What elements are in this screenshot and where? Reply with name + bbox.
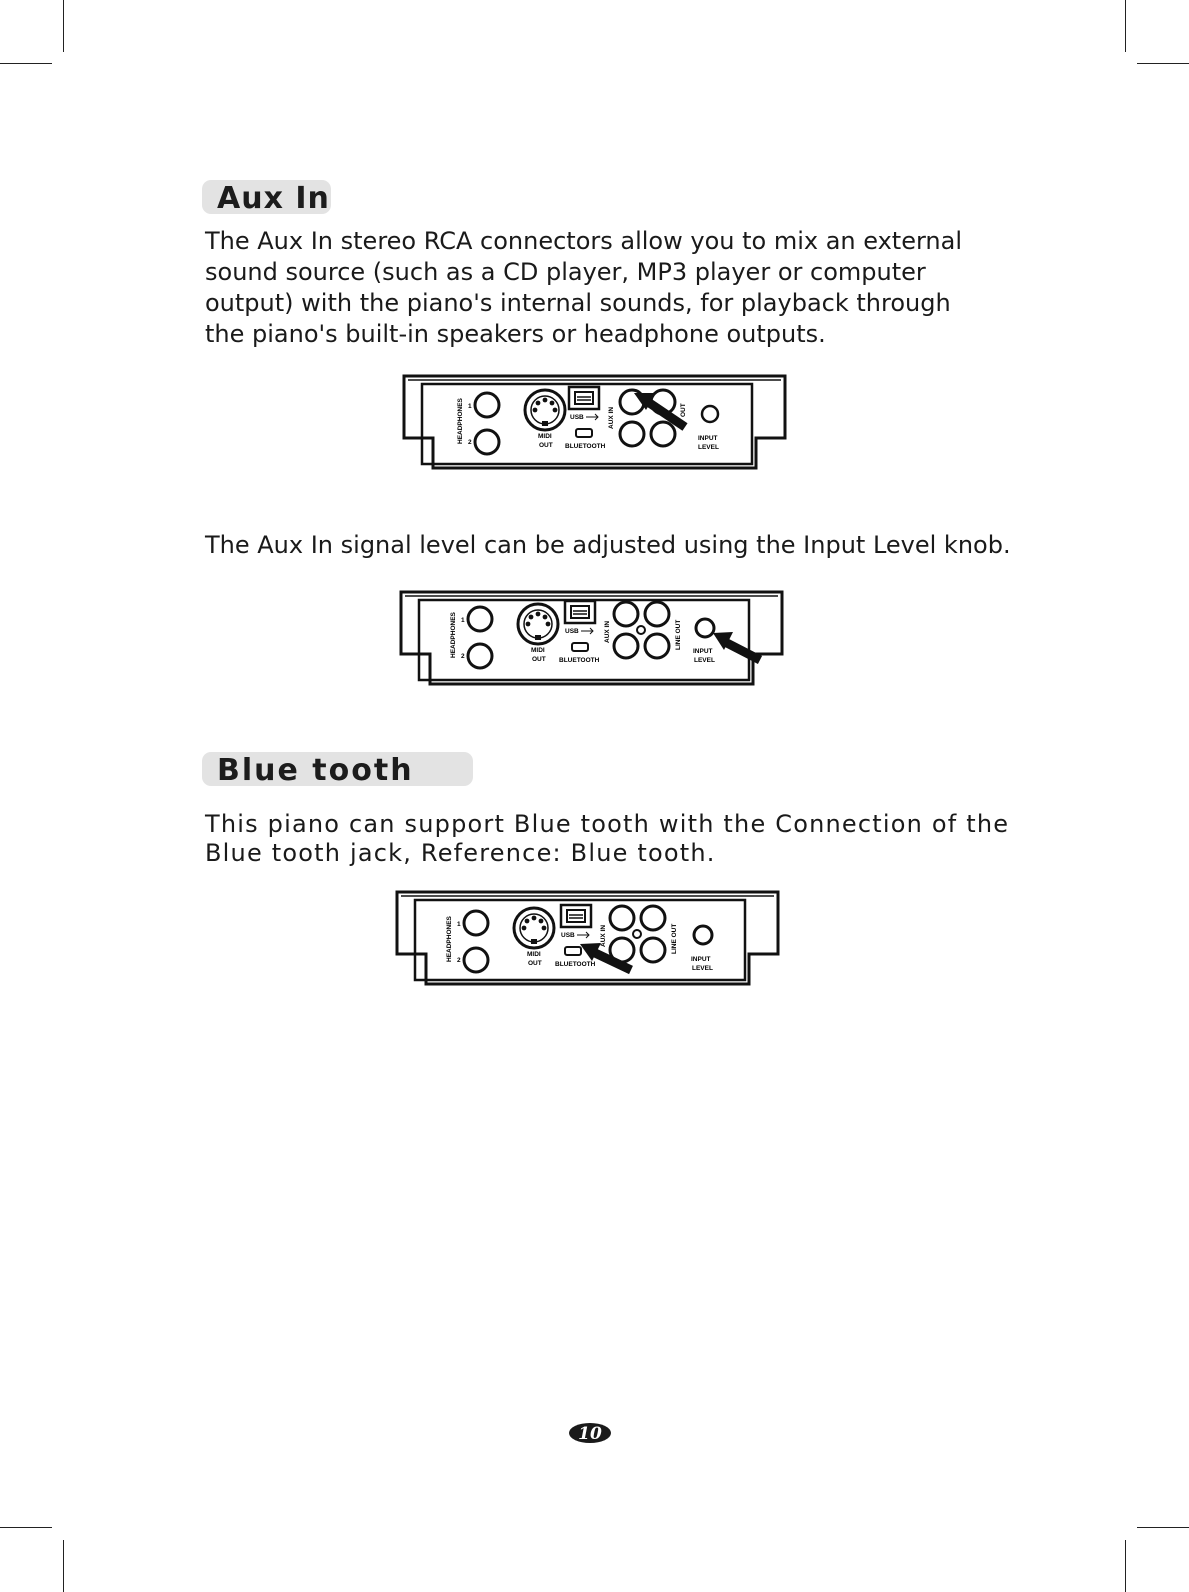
bluetooth-label: BLUETOOTH xyxy=(555,961,596,968)
aux-in-label: AUX IN xyxy=(604,620,611,643)
level-label: LEVEL xyxy=(698,444,719,451)
jack-2-label: 2 xyxy=(457,957,461,964)
crop-mark xyxy=(1125,1540,1126,1592)
headphone-jack-1 xyxy=(464,911,488,935)
bluetooth-label: BLUETOOTH xyxy=(559,657,600,664)
aux-in-label: AUX IN xyxy=(600,924,607,947)
jack-1-label: 1 xyxy=(468,403,472,410)
line-out-label: OUT xyxy=(680,403,687,417)
aux-in-jack-r xyxy=(614,634,638,658)
aux-in-jack-l xyxy=(610,906,634,930)
bluetooth-port xyxy=(576,429,592,437)
rear-panel-diagram-bluetooth xyxy=(393,888,783,990)
level-label: LEVEL xyxy=(692,965,713,972)
bluetooth-heading xyxy=(202,752,473,786)
headphone-jack-1 xyxy=(475,393,499,417)
headphone-jack-2 xyxy=(468,644,492,668)
aux-in-heading-text: Aux In xyxy=(217,181,330,216)
midi-out-label: OUT xyxy=(528,960,542,967)
input-level-knob xyxy=(694,926,712,944)
crop-mark xyxy=(1125,0,1126,52)
line-out-jack-l xyxy=(645,602,669,626)
line-out-label: LINE OUT xyxy=(675,619,682,650)
line-out-jack-r xyxy=(641,938,665,962)
bluetooth-label: BLUETOOTH xyxy=(565,443,606,450)
page-number: 10 xyxy=(578,1424,602,1444)
crop-mark xyxy=(1137,63,1189,64)
midi-out-label: OUT xyxy=(532,656,546,663)
midi-label: MIDI xyxy=(531,647,545,654)
rear-panel-diagram-input-level xyxy=(397,588,787,690)
line-out-jack-r xyxy=(645,634,669,658)
headphones-label: HEADPHONES xyxy=(446,916,453,962)
jack-1-label: 1 xyxy=(457,921,461,928)
midi-label: MIDI xyxy=(527,951,541,958)
input-level-knob xyxy=(696,619,714,637)
input-level-knob xyxy=(702,406,718,422)
center-indicator xyxy=(637,626,645,634)
rear-panel-diagram-aux-in xyxy=(400,372,790,474)
headphones-label: HEADPHONES xyxy=(450,612,457,658)
jack-2-label: 2 xyxy=(461,653,465,660)
input-label: INPUT xyxy=(693,648,713,655)
aux-in-jack-r xyxy=(620,422,644,446)
page-number-badge xyxy=(568,1422,612,1444)
crop-mark xyxy=(0,63,52,64)
usb-label: USB xyxy=(570,414,584,421)
center-indicator xyxy=(633,930,641,938)
jack-2-label: 2 xyxy=(468,439,472,446)
level-label: LEVEL xyxy=(694,657,715,664)
aux-in-paragraph: The Aux In stereo RCA connectors allow you to mix an external sound source (such as a CD player, MP3 player or computer output) with the piano's internal sounds, for playback through the piano's built-in speakers or headphone outputs. xyxy=(205,227,962,348)
crop-mark xyxy=(63,1540,64,1592)
headphone-jack-2 xyxy=(475,430,499,454)
bluetooth-paragraph: This piano can support Blue tooth with the Connection of the Blue tooth jack, Reference: Blue tooth. xyxy=(205,810,1010,867)
line-out-label: LINE OUT xyxy=(671,923,678,954)
headphones-label: HEADPHONES xyxy=(457,398,464,444)
input-label: INPUT xyxy=(698,435,718,442)
input-label: INPUT xyxy=(691,956,711,963)
crop-mark xyxy=(0,1527,52,1528)
usb-label: USB xyxy=(561,932,575,939)
usb-label: USB xyxy=(565,628,579,635)
headphone-jack-2 xyxy=(464,948,488,972)
headphone-jack-1 xyxy=(468,607,492,631)
bluetooth-heading-text: Blue tooth xyxy=(217,753,414,788)
aux-in-jack-l xyxy=(614,602,638,626)
input-level-note: The Aux In signal level can be adjusted using the Input Level knob. xyxy=(205,531,1011,559)
crop-mark xyxy=(63,0,64,52)
line-out-jack-r xyxy=(651,422,675,446)
jack-1-label: 1 xyxy=(461,617,465,624)
bluetooth-port xyxy=(572,643,588,651)
line-out-jack-l xyxy=(641,906,665,930)
bluetooth-port xyxy=(565,947,581,955)
midi-out-label: OUT xyxy=(539,442,553,449)
aux-in-heading xyxy=(202,180,331,214)
crop-mark xyxy=(1137,1527,1189,1528)
aux-in-label: AUX IN xyxy=(608,406,615,429)
midi-label: MIDI xyxy=(538,433,552,440)
